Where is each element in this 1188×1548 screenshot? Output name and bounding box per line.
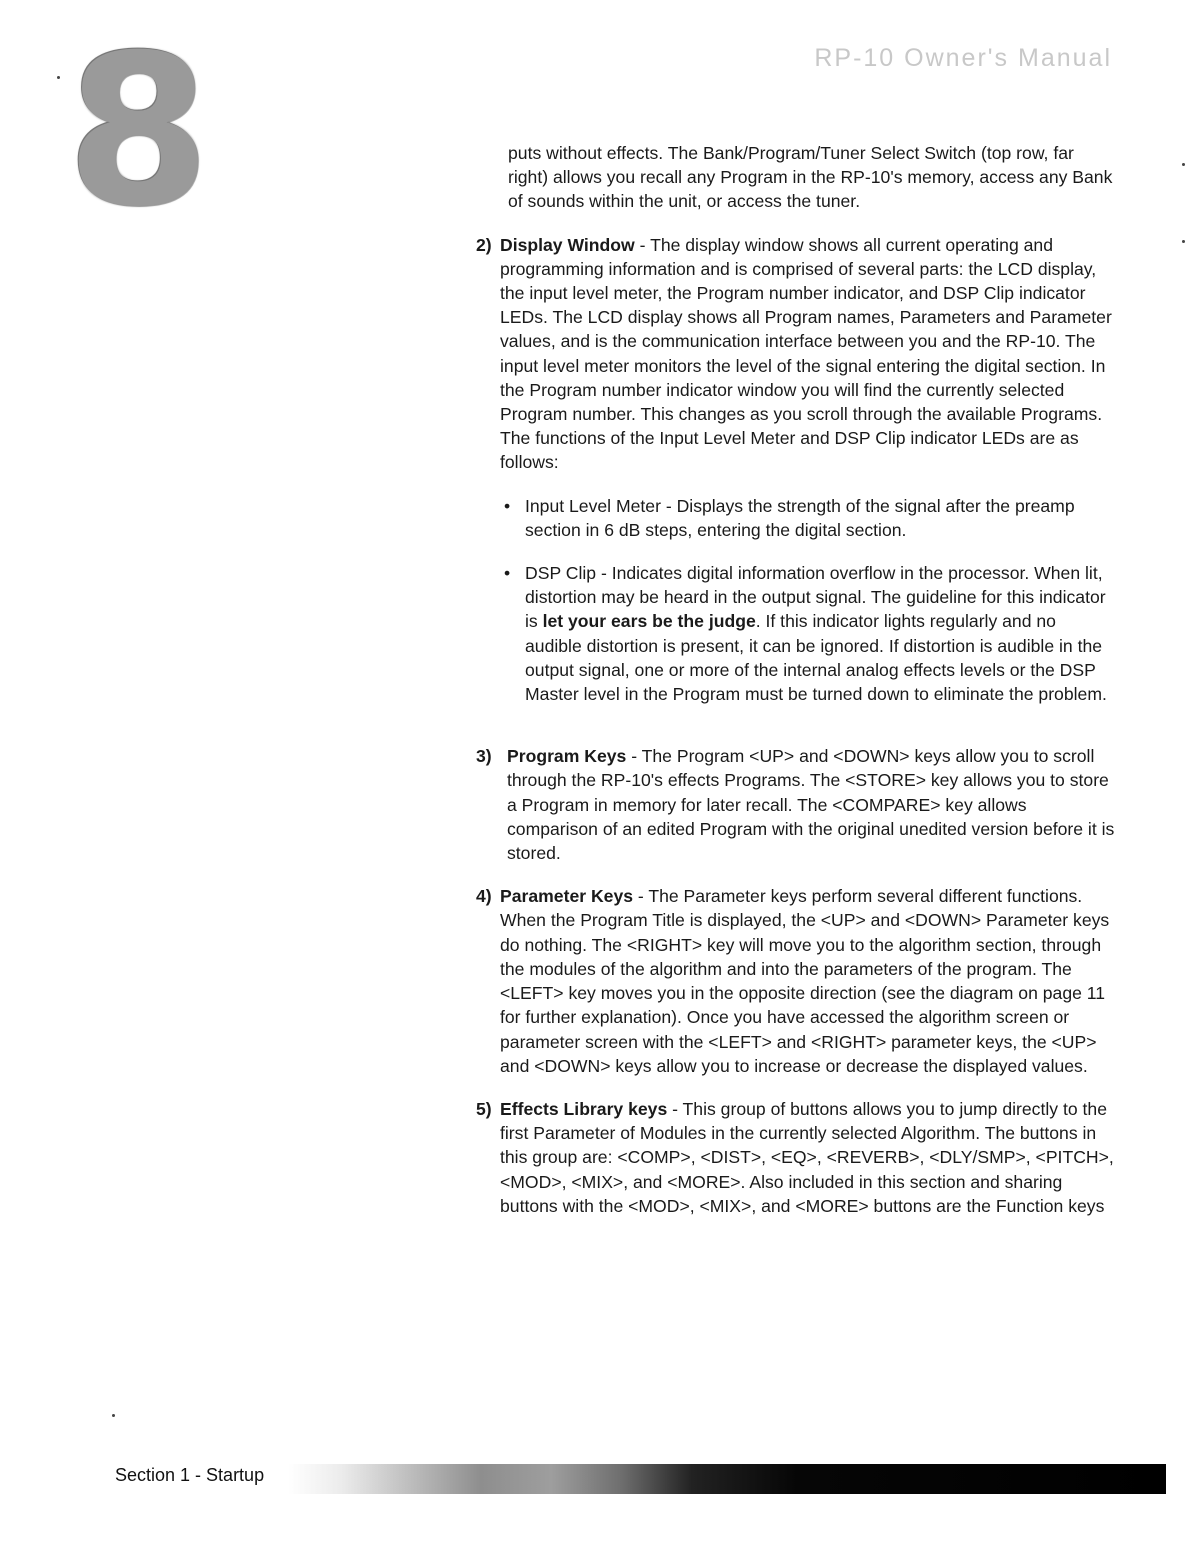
scan-speck xyxy=(1182,163,1185,166)
bullet-text: Input Level Meter - Displays the strength of the signal after the preamp section in 6 dB steps, entering the digital section. xyxy=(525,495,1075,540)
item-term: Effects Library keys xyxy=(500,1098,668,1119)
item-term: Display Window xyxy=(500,234,635,255)
footer-bar xyxy=(288,1464,1166,1494)
bullet-text-after: . If this indicator lights regularly and no audible distortion is present, it can be ignored. If distortion is audible in the output signal, one or more of the internal analog effects levels or the DSP Master level in the Program must be turned down to eliminate the problem. xyxy=(525,611,1107,705)
bullet-text-before: DSP Clip - Indicates digital information overflow in the processor. When lit, distortion may be heard in the output signal. The guideline for this indicator is xyxy=(525,563,1106,632)
item-term: Program Keys xyxy=(507,746,627,767)
item-paragraph xyxy=(507,744,1116,865)
item-text: - The Program <UP> and <DOWN> keys allow you to scroll through the RP-10's effects Programs. The <STORE> key allows you to store a Program in memory for later recall. The <COMPARE> key allows comparison of an edited Program with the original unedited version before it is stored. xyxy=(507,746,1115,864)
item-text: - This group of buttons allows you to jump directly to the first Parameter of Modules in the currently selected Algorithm. The buttons in this group are: <COMP>, <DIST>, <EQ>, <REVERB>, <DLY/SMP>, <PITCH>, <MOD>, <MIX>, and <MORE>. Also included in this section and sharing buttons with the <MOD>, <MIX>, and <MORE> buttons are the Function keys xyxy=(500,1098,1114,1216)
item-number: 2) xyxy=(476,234,492,255)
bullet-dsp-clip xyxy=(504,561,1116,706)
page-number: 8 xyxy=(66,11,207,253)
page-body xyxy=(476,141,1116,1237)
item-text: - The Parameter keys perform several different functions. When the Program Title is displayed, the <UP> and <DOWN> Parameter keys do nothing. The <RIGHT> key will move you to the algorithm section, through the modules of the algorithm and into the parameters of the program. The <LEFT> key moves you in the opposite direction (see the diagram on page 11 for further explanation). Once you have accessed the algorithm screen or parameter screen with the <LEFT> and <RIGHT> parameter keys, the <UP> and <DOWN> keys allow you to increase or decrease the displayed values. xyxy=(500,886,1110,1076)
running-header: RP-10 Owner's Manual xyxy=(814,44,1112,72)
bullet-icon: • xyxy=(504,563,511,584)
section-label: Section 1 - Startup xyxy=(115,1465,265,1485)
scan-speck xyxy=(1182,240,1185,243)
bullet-list xyxy=(500,494,1116,707)
bullet-emphasis: let your ears be the judge xyxy=(542,611,756,632)
bullet-text xyxy=(525,561,1116,706)
item-number: 4) xyxy=(476,886,492,907)
scan-speck xyxy=(112,1414,115,1417)
item-term: Parameter Keys xyxy=(500,886,634,907)
bullet-input-level-meter xyxy=(504,494,1116,542)
item-paragraph xyxy=(500,233,1116,475)
item-effects-library-keys xyxy=(476,1097,1116,1218)
intro-paragraph: puts without effects. The Bank/Program/Tuner Select Switch (top row, far right) allows you recall any Program in the RP-10's memory, access any Bank of sounds within the unit, or access the tuner. xyxy=(508,143,1113,212)
item-parameter-keys xyxy=(476,884,1116,1078)
item-paragraph xyxy=(500,1097,1116,1218)
scan-speck xyxy=(57,76,60,79)
bullet-icon: • xyxy=(504,495,511,516)
item-text: - The display window shows all current operating and programming information and is comprised of several parts: the LCD display, the input level meter, the Program number indicator, and DSP Clip indicator LEDs. The LCD display shows all Program names, Parameters and Parameter values, and is the communication interface between you and the RP-10. The input level meter monitors the level of the signal entering the digital section. In the Program number indicator window you will find the currently selected Program number. This changes as you scroll through the available Programs. The functions of the Input Level Meter and DSP Clip indicator LEDs are as follows: xyxy=(500,234,1112,473)
item-paragraph xyxy=(500,884,1116,1078)
item-number: 5) xyxy=(476,1098,492,1119)
item-display-window xyxy=(476,233,1116,726)
item-number: 3) xyxy=(476,746,492,767)
item-program-keys xyxy=(476,744,1116,865)
